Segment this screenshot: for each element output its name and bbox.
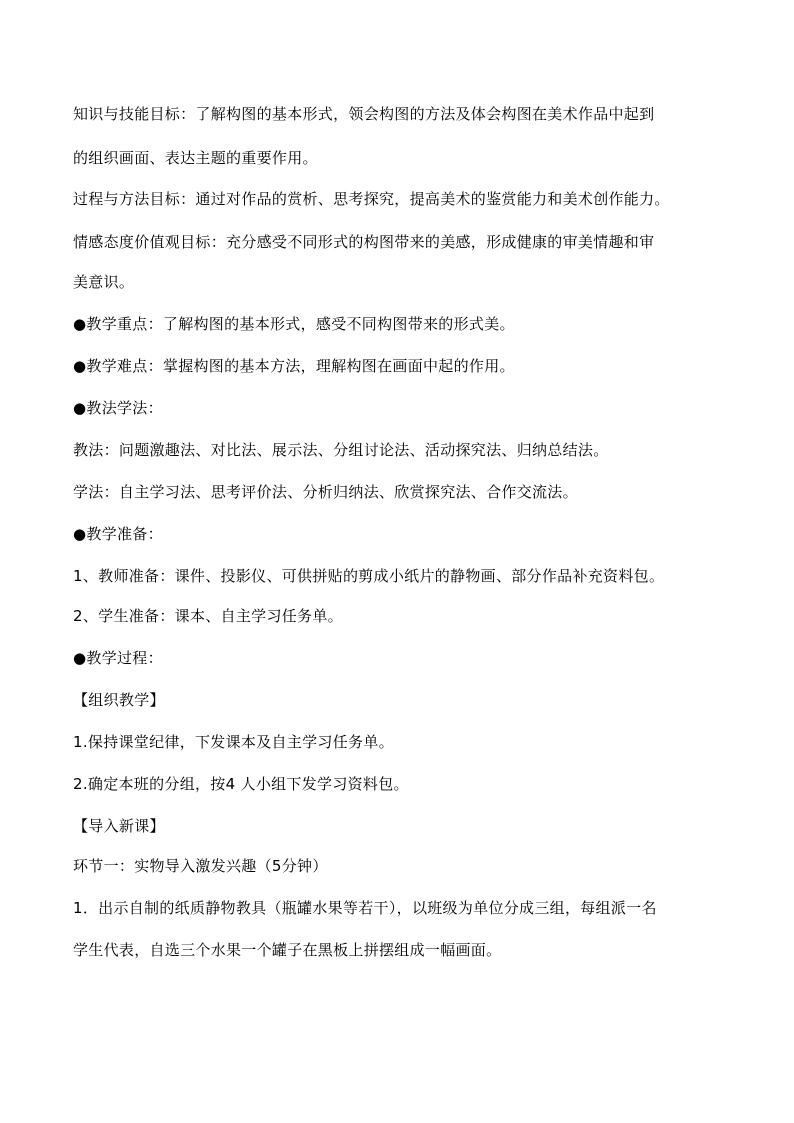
text-line: 学生代表，自选三个水果一个罐子在黑板上拼摆组成一幅画面。 [73, 941, 502, 959]
text-line: 【组织教学】 [73, 691, 165, 709]
text-line: 1、教师准备：课件、投影仪、可供拼贴的剪成小纸片的静物画、部分作品补充资料包。 [73, 567, 665, 585]
text-line: 情感态度价值观目标：充分感受不同形式的构图带来的美感，形成健康的审美情趣和审 [73, 233, 655, 251]
text-line: 美意识。 [73, 273, 135, 291]
text-line: ●教学重点：了解构图的基本形式，感受不同构图带来的形式美。 [73, 315, 515, 333]
text-line: 学法：自主学习法、思考评价法、分析归纳法、欣赏探究法、合作交流法。 [73, 483, 578, 501]
text-line: 过程与方法目标：通过对作品的赏析、思考探究，提高美术的鉴赏能力和美术创作能力。 [73, 190, 670, 208]
text-line: 2、学生准备：课本、自主学习任务单。 [73, 607, 343, 625]
text-line: 环节一：实物导入激发兴趣（5分钟） [73, 857, 328, 875]
text-line: 2.确定本班的分组，按4 人小组下发学习资料包。 [73, 775, 409, 793]
text-line: 1.保持课堂纪律，下发课本及自主学习任务单。 [73, 733, 394, 751]
text-line: 【导入新课】 [73, 817, 165, 835]
text-line: ●教学难点：掌握构图的基本方法，理解构图在画面中起的作用。 [73, 357, 515, 375]
text-line: 知识与技能目标：了解构图的基本形式，领会构图的方法及体会构图在美术作品中起到 [73, 105, 655, 123]
text-line: 的组织画面、表达主题的重要作用。 [73, 149, 318, 167]
text-line: 教法：问题激趣法、对比法、展示法、分组讨论法、活动探究法、归纳总结法。 [73, 441, 609, 459]
text-line: ●教学准备： [73, 525, 163, 543]
text-line: ●教法学法： [73, 399, 163, 417]
text-line: ●教学过程： [73, 649, 163, 667]
text-line: 1．出示自制的纸质静物教具（瓶罐水果等若干），以班级为单位分成三组，每组派一名 [73, 899, 657, 917]
